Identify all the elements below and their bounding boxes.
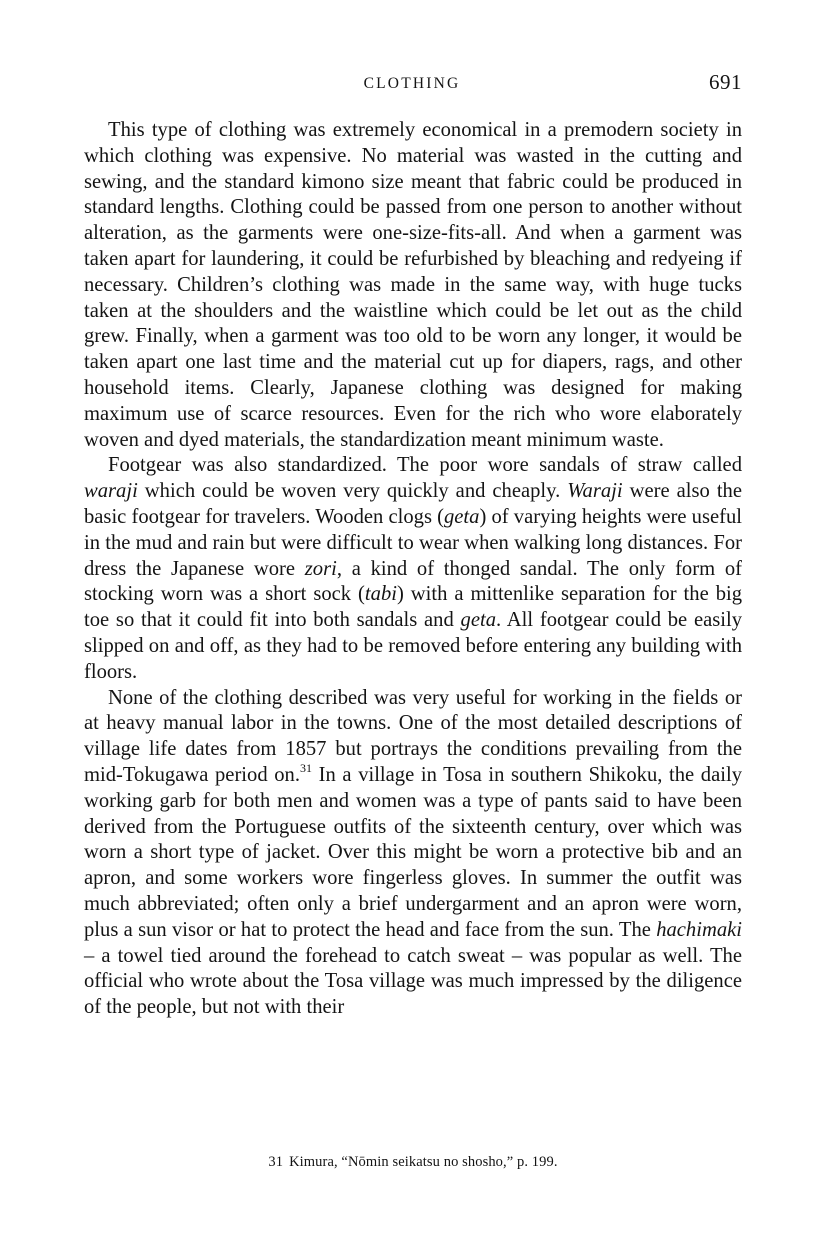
text-run: Footgear was also standardized. The poor wore sandals of straw called	[108, 454, 742, 477]
page-number: 691	[709, 70, 742, 94]
text-run: , a kind of thonged sandal. The only form of stocking worn was a short sock (	[84, 557, 742, 606]
italic-term: geta	[460, 609, 496, 632]
text-run: were also the basic footgear for travelers. Wooden clogs (	[84, 480, 742, 528]
text-run: This type of clothing was extremely economical in a premodern society in which clothing was expensive. No material was wasted in the cutting and sewing, and the standard kimono size meant that fabric could be produced in standard lengths. Clothing could be passed from one person to another without alteration, as the garments were one-size-fits-all. And when a garment was taken apart for laundering, it could be refurbished by bleaching and redyeing if necessary. Children’s clothing was made in the same way, with huge tucks taken at the shoulders and the waistline which could be let out as the child grew. Finally, when a garment was too old to be worn any longer, it would be taken apart one last time and the material cut up for diapers, rags, and other household items. Clearly, Japanese clothing was designed for making maximum use of scarce resources. Even for the rich who wore elaborately woven and dyed materials, the standardization meant minimum waste.	[84, 119, 742, 451]
text-run: – a towel tied around the forehead to catch sweat – was popular as well. The official who wrote about the Tosa village was much impressed by the diligence of the people, but not with their	[84, 944, 742, 1019]
footnote-text: Kimura, “Nōmin seikatsu no shosho,” p. 199.	[289, 1154, 558, 1170]
paragraph	[84, 453, 742, 685]
paragraph	[84, 118, 742, 453]
italic-term: hachimaki	[656, 918, 742, 941]
running-title: CLOTHING	[363, 75, 461, 92]
italic-term: waraji	[84, 480, 138, 503]
running-head	[84, 70, 742, 100]
text-run: ) of varying heights were useful in the mud and rain but were difficult to wear when walking long distances. For dress the Japanese wore	[84, 505, 743, 580]
text-run: In a village in Tosa in southern Shikoku, the daily working garb for both men and women was a type of pants said to have been derived from the Portuguese outfits of the sixteenth century, over which was worn a short type of jacket. Over this might be worn a protective bib and an apron, and some workers wore fingerless gloves. In summer the outfit was much abbreviated; often only a brief undergarment and an apron were worn, plus a sun visor or hat to protect the head and face from the sun. The	[84, 763, 742, 941]
footnote	[84, 1154, 742, 1171]
body-text	[84, 118, 742, 1021]
text-run: ) with a mittenlike separation for the big toe so that it could fit into both sandals and	[84, 583, 743, 632]
footnote-marker: 31	[300, 760, 312, 775]
footnote-number: 31	[268, 1154, 284, 1170]
text-run: which could be woven very quickly and cheaply.	[137, 480, 568, 503]
italic-term: Waraji	[567, 480, 623, 503]
italic-term: zori	[304, 557, 337, 580]
italic-term: tabi	[364, 583, 397, 606]
paragraph	[84, 686, 742, 1021]
italic-term: geta	[444, 505, 480, 528]
text-run: None of the clothing described was very useful for working in the fields or at heavy manual labor in the towns. One of the most detailed descriptions of village life dates from 1857 but portrays the conditions prevailing from the mid-Tokugawa period on.	[84, 686, 742, 786]
text-run: . All footgear could be easily slipped on and off, as they had to be removed before entering any building with floors.	[84, 609, 742, 683]
